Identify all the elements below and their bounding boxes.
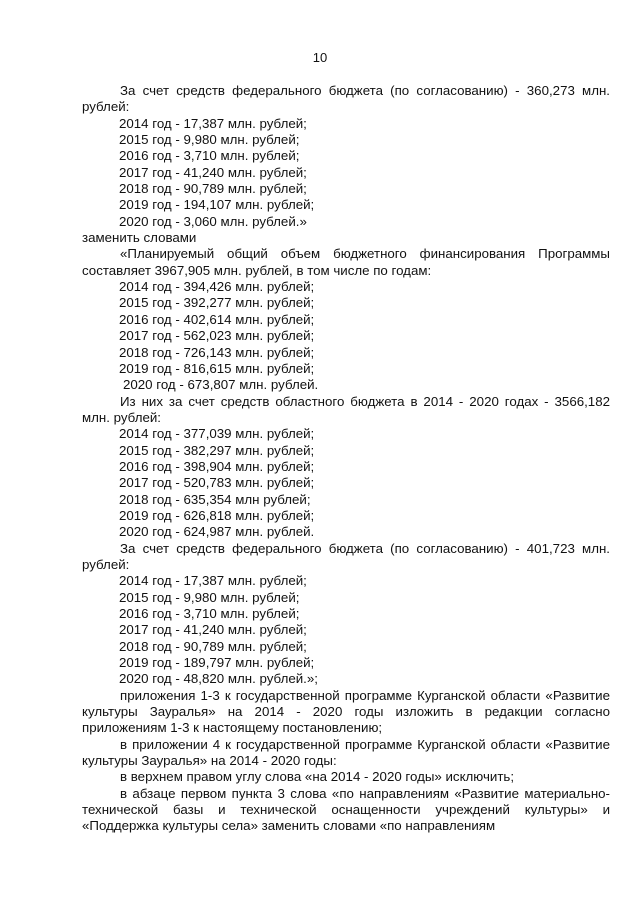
year-line: 2019 год - 194,107 млн. рублей; [119, 197, 315, 213]
year-line: 2018 год - 726,143 млн. рублей; [119, 344, 315, 360]
year-line: 2019 год - 626,818 млн. рублей; [119, 507, 315, 523]
year-line: 2020 год - 3,060 млн. рублей.» [119, 213, 307, 229]
appendix-1-3-paragraph: приложения 1-3 к государственной программе Курганской области «Развитие культуры Зауралья» на 2014 - 2020 годы изложить в редакции согласно приложениям 1-3 к настоящему постановлению; [82, 687, 610, 736]
replace-with-line: заменить словами [82, 230, 197, 246]
year-line: 2015 год - 382,297 млн. рублей; [119, 442, 315, 458]
year-line: 2019 год - 189,797 млн. рублей; [119, 655, 315, 671]
year-line: 2020 год - 624,987 млн. рублей. [119, 524, 315, 540]
year-line: 2015 год - 9,980 млн. рублей; [119, 589, 300, 605]
total-financing-paragraph: «Планируемый общий объем бюджетного финансирования Программы составляет 3967,905 млн. рублей, в том числе по годам: [82, 246, 610, 278]
year-line: 2019 год - 816,615 млн. рублей; [119, 360, 315, 376]
year-line: 2015 год - 392,277 млн. рублей; [119, 295, 315, 311]
year-line: 2014 год - 17,387 млн. рублей; [119, 115, 307, 131]
year-line: 2016 год - 402,614 млн. рублей; [119, 311, 315, 327]
year-line: 2020 год - 48,820 млн. рублей.»; [119, 671, 318, 687]
year-line: 2017 год - 41,240 млн. рублей; [119, 622, 307, 638]
clause-3-paragraph: в абзаце первом пункта 3 слова «по направлениям «Развитие материально-технической базы и технической оснащенности учреждений культуры» и «Поддержка культуры села» заменить словами «по направлениям [82, 785, 610, 834]
total-years-list [82, 279, 610, 393]
document-body [82, 83, 610, 835]
year-line: 2014 год - 394,426 млн. рублей; [119, 279, 315, 295]
year-line: 2018 год - 90,789 млн. рублей; [119, 181, 307, 197]
federal-years-list-1 [82, 116, 610, 230]
year-line: 2014 год - 17,387 млн. рублей; [119, 573, 307, 589]
regional-budget-paragraph: Из них за счет средств областного бюджета в 2014 - 2020 годах - 3566,182 млн. рублей: [82, 393, 610, 425]
upper-right-corner-paragraph: в верхнем правом углу слова «на 2014 - 2020 годы» исключить; [120, 769, 515, 785]
year-line: 2020 год - 673,807 млн. рублей. [123, 377, 319, 393]
year-line: 2017 год - 41,240 млн. рублей; [119, 164, 307, 180]
federal-years-list-2 [82, 573, 610, 687]
year-line: 2014 год - 377,039 млн. рублей; [119, 426, 315, 442]
appendix-4-paragraph: в приложении 4 к государственной программе Курганской области «Развитие культуры Зауралья» на 2014 - 2020 годы: [82, 736, 610, 769]
year-line: 2017 год - 520,783 млн. рублей; [119, 475, 315, 491]
federal-budget-paragraph-2: За счет средств федерального бюджета (по согласованию) - 401,723 млн. рублей: [82, 540, 610, 572]
regional-years-list [82, 426, 610, 540]
federal-budget-paragraph-1: За счет средств федерального бюджета (по согласованию) - 360,273 млн. рублей: [82, 83, 610, 115]
year-line: 2018 год - 90,789 млн. рублей; [119, 638, 307, 654]
year-line: 2016 год - 3,710 млн. рублей; [119, 606, 300, 621]
page-number: 10 [312, 50, 328, 65]
year-line: 2016 год - 3,710 млн. рублей; [119, 148, 300, 164]
year-line: 2018 год - 635,354 млн рублей; [119, 491, 311, 507]
year-line: 2016 год - 398,904 млн. рублей; [119, 458, 315, 474]
year-line: 2015 год - 9,980 млн. рублей; [119, 132, 300, 148]
year-line: 2017 год - 562,023 млн. рублей; [119, 328, 315, 344]
